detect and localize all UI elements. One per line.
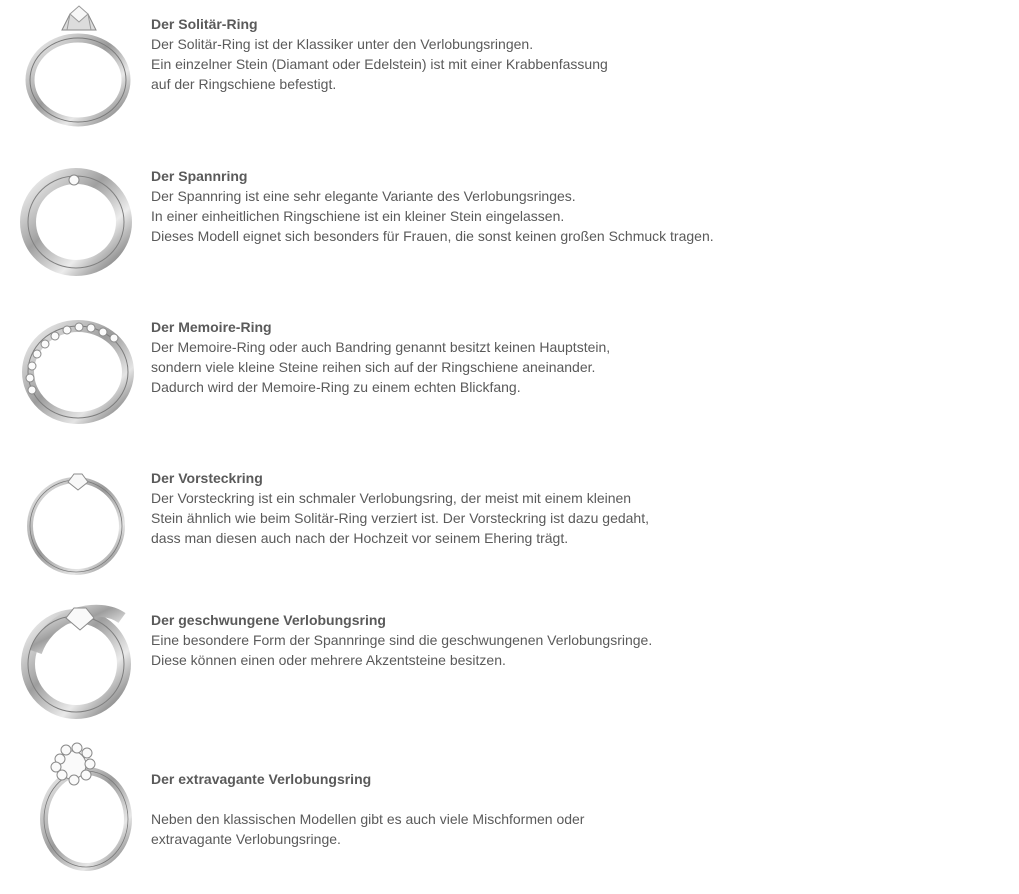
- curved-ring-icon: [10, 592, 150, 732]
- entry-text-line: Der Solitär-Ring ist der Klassiker unter den Verlobungsringen.: [151, 36, 534, 52]
- entry-text-line: auf der Ringschiene befestigt.: [151, 76, 337, 92]
- entry-text-line: sondern viele kleine Steine reihen sich auf der Ringschiene aneinander.: [151, 359, 596, 375]
- entry-text-line: Diese können einen oder mehrere Akzentsteine besitzen.: [151, 652, 506, 668]
- entry-text-line: Dieses Modell eignet sich besonders für Frauen, die sonst keinen großen Schmuck tragen.: [151, 228, 714, 244]
- entry-text-line: Dadurch wird der Memoire-Ring zu einem echten Blickfang.: [151, 379, 521, 395]
- entry-text-line: Ein einzelner Stein (Diamant oder Edelstein) ist mit einer Krabbenfassung: [151, 56, 608, 72]
- extravagant-ring-icon: [10, 735, 150, 875]
- entry-text-line: extravagante Verlobungsringe.: [151, 831, 341, 847]
- guard-ring-icon: [10, 448, 150, 588]
- entry-text-line: In einer einheitlichen Ringschiene ist ein kleiner Stein eingelassen.: [151, 208, 565, 224]
- entry-text-line: Der Memoire-Ring oder auch Bandring genannt besitzt keinen Hauptstein,: [151, 339, 611, 355]
- entry-title: Der geschwungene Verlobungsring: [151, 612, 386, 628]
- solitaire-ring-icon: [10, 0, 150, 140]
- memoire-ring-icon: [10, 292, 150, 432]
- entry-title: Der extravagante Verlobungsring: [151, 771, 372, 787]
- entry-text-line: Der Vorsteckring ist ein schmaler Verlobungsring, der meist mit einem kleinen: [151, 490, 632, 506]
- entry-text-line: Neben den klassischen Modellen gibt es auch viele Mischformen oder: [151, 811, 585, 827]
- tension-ring-icon: [10, 150, 150, 290]
- entry-title: Der Vorsteckring: [151, 470, 263, 486]
- entry-title: Der Spannring: [151, 168, 248, 184]
- entry-text-line: dass man diesen auch nach der Hochzeit vor seinem Ehering trägt.: [151, 530, 569, 546]
- entry-title: Der Solitär-Ring: [151, 16, 258, 32]
- entry-title: Der Memoire-Ring: [151, 319, 272, 335]
- entry-text-line: Stein ähnlich wie beim Solitär-Ring verziert ist. Der Vorsteckring ist dazu gedaht,: [151, 510, 649, 526]
- entry-text-line: Der Spannring ist eine sehr elegante Variante des Verlobungsringes.: [151, 188, 576, 204]
- entry-text-line: Eine besondere Form der Spannringe sind die geschwungenen Verlobungsringe.: [151, 632, 653, 648]
